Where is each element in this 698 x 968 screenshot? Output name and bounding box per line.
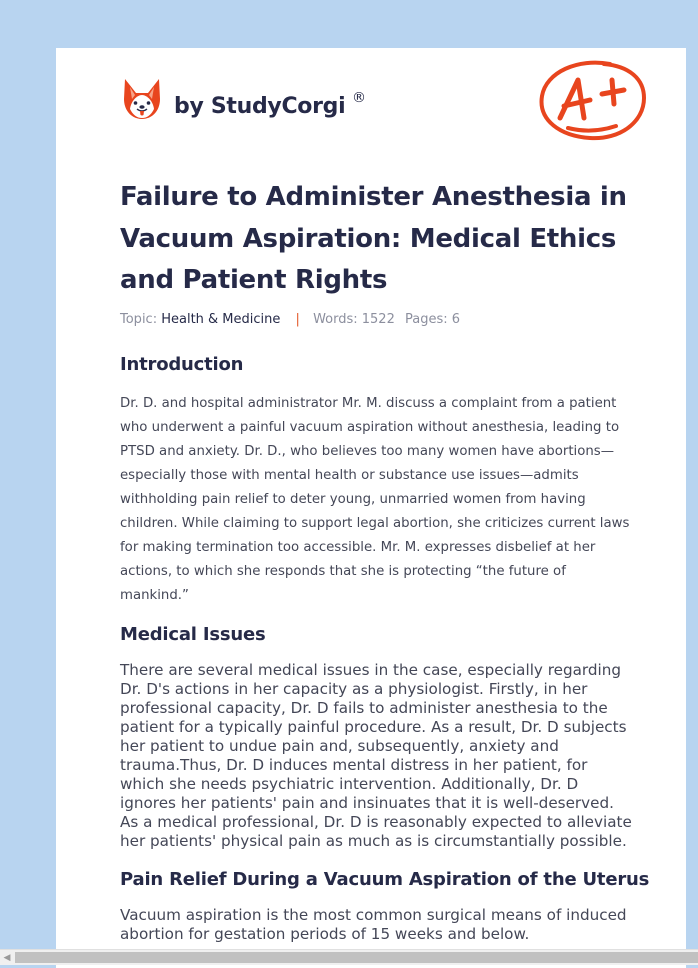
- corgi-logo-icon: [122, 77, 162, 121]
- section-body-pain-relief: Vacuum aspiration is the most common surgical means of induced abortion for gestation periods of 15 weeks and below.: [120, 906, 627, 943]
- section-heading-medical-issues: Medical Issues: [120, 624, 266, 645]
- section-body-medical-issues: There are several medical issues in the case, especially regarding Dr. D's actions in her capacity as a physiologist. Firstly, in her professional capacity, Dr. D fails to administer anesthesia to the patient for a typically painful procedure. As a result, Dr. D subjects her patient to undue pain and, subsequently, anxiety and trauma.Thus, Dr. D induces mental distress in her patient, for which she needs psychiatric intervention. Additionally, Dr. D ignores her patients' pain and insinuates that it is well-deserved. As a medical professional, Dr. D is reasonably expected to alleviate her patients' physical pain as much as is circumstantially possible.: [120, 661, 632, 850]
- studycorgi-logo[interactable]: [122, 77, 366, 123]
- word-count: Words: 1522: [313, 312, 395, 327]
- topic-link[interactable]: Health & Medicine: [161, 312, 281, 327]
- document-page: [56, 48, 686, 968]
- scroll-left-arrow-icon[interactable]: ◀: [3, 952, 11, 962]
- article-title: Failure to Administer Anesthesia in Vacuum Aspiration: Medical Ethics and Patient Rights: [120, 182, 627, 295]
- registered-mark: ®: [352, 90, 366, 106]
- section-body-introduction: Dr. D. and hospital administrator Mr. M. discuss a complaint from a patient who underwent a painful vacuum aspiration without anesthesia, leading to PTSD and anxiety. Dr. D., who believes too many women have abortions—especially those with mental health or substance use issues—admits withholding pain relief to deter young, unmarried women from having children. While claiming to support legal abortion, she criticizes current laws for making termination too accessible. Mr. M. expresses disbelief at her actions, to which she responds that she is protecting “the future of mankind.”: [120, 396, 630, 603]
- article-meta: [120, 312, 460, 327]
- section-heading-pain-relief: Pain Relief During a Vacuum Aspiration of the Uterus: [120, 869, 650, 890]
- brand-name: by StudyCorgi: [174, 94, 346, 119]
- meta-separator: |: [295, 312, 300, 327]
- page-count: Pages: 6: [405, 312, 461, 327]
- scrollbar-thumb[interactable]: [15, 952, 698, 963]
- section-heading-introduction: Introduction: [120, 354, 244, 375]
- horizontal-scrollbar[interactable]: [0, 949, 698, 965]
- topic-label: Topic:: [120, 312, 158, 327]
- grade-a-plus-icon: [538, 58, 650, 142]
